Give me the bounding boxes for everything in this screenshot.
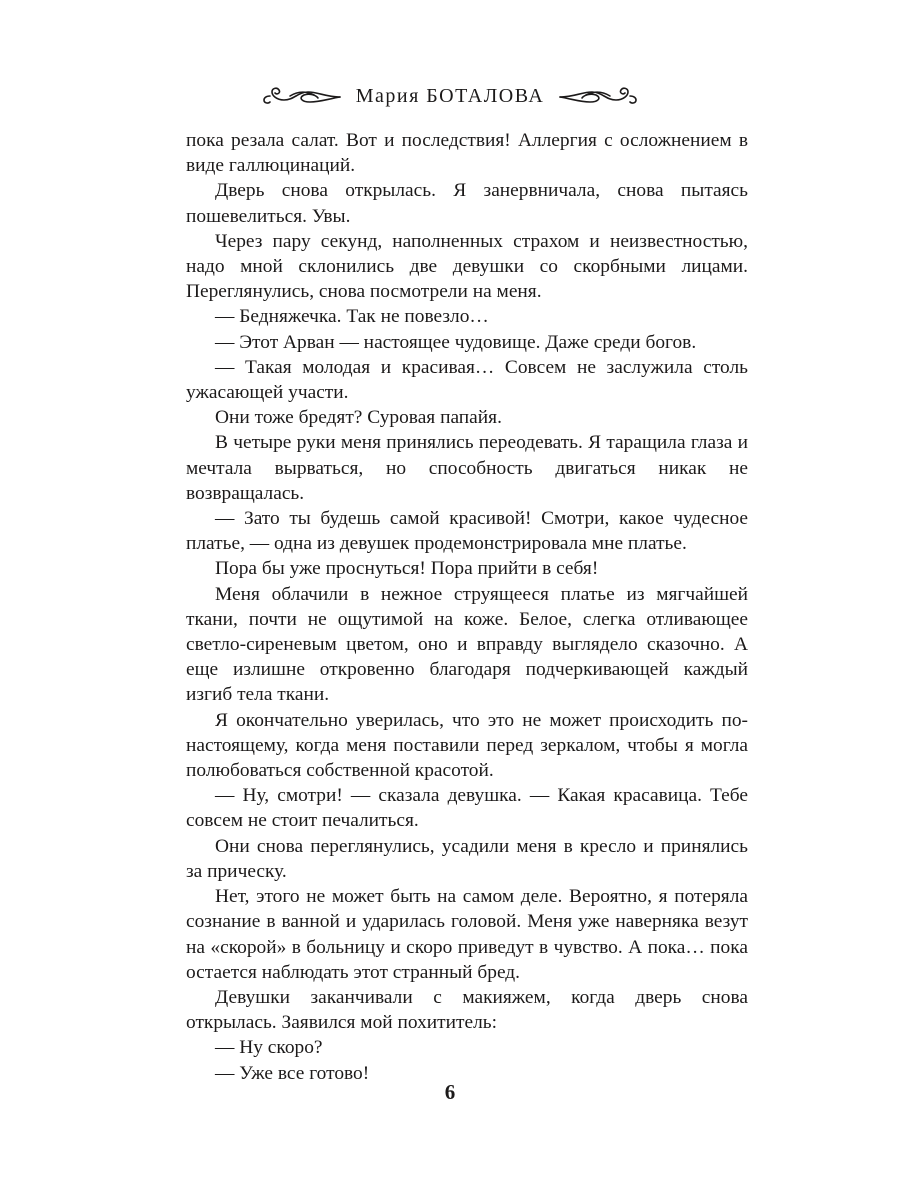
flourish-ornament-icon bbox=[556, 85, 640, 107]
paragraph: пока резала салат. Вот и последствия! Аллергия с осложнением в виде галлюцинаций. bbox=[186, 130, 748, 177]
paragraph: Они тоже бредят? Суровая папайя. bbox=[215, 407, 502, 429]
paragraph: В четыре руки меня принялись переодевать. Я таращила глаза и мечтала вырваться, но способность двигаться никак не возвращалась. bbox=[186, 432, 748, 504]
page-body-text bbox=[186, 128, 748, 1086]
running-header bbox=[0, 76, 900, 116]
paragraph: Девушки заканчивали с макияжем, когда дверь снова открылась. Заявился мой похититель: bbox=[186, 986, 748, 1034]
dialogue-line: — Зато ты будешь самой красивой! Смотри, какое чудесное платье, — одна из девушек продемонстрировала мне платье. bbox=[186, 508, 748, 555]
paragraph: Я окончательно уверилась, что это не может происходить по-настоящему, когда меня поставили перед зеркалом, чтобы я могла полюбоваться собственной красотой. bbox=[186, 709, 748, 782]
page-number: 6 bbox=[444, 1080, 456, 1104]
paragraph: Нет, этого не может быть на самом деле. Вероятно, я потеряла сознание в ванной и ударилась головой. Меня уже наверняка везут на «скорой» в больницу и скоро приведут в чувство. А пока… пока остается наблюдать этот странный бред. bbox=[186, 886, 748, 983]
dialogue-line: — Ну скоро? bbox=[215, 1037, 323, 1059]
dialogue-line: — Уже все готово! bbox=[215, 1062, 370, 1084]
author-name: Мария БОТАЛОВА bbox=[355, 84, 545, 107]
dialogue-line: — Бедняжечка. Так не повезло… bbox=[215, 306, 489, 328]
flourish-ornament-icon bbox=[260, 85, 344, 107]
paragraph: Пора бы уже проснуться! Пора прийти в себя! bbox=[215, 558, 599, 580]
dialogue-line: — Такая молодая и красивая… Совсем не заслужила столь ужасающей участи. bbox=[186, 356, 748, 404]
dialogue-line: — Ну, смотри! — сказала девушка. — Какая красавица. Тебе совсем не стоит печалиться. bbox=[186, 785, 748, 832]
paragraph: Дверь снова открылась. Я занервничала, снова пытаясь пошевелиться. Увы. bbox=[186, 180, 748, 227]
paragraph: Через пару секунд, наполненных страхом и неизвестностью, надо мной склонились две девушки со скорбными лицами. Переглянулись, снова посмотрели на меня. bbox=[186, 230, 748, 303]
paragraph: Они снова переглянулись, усадили меня в кресло и принялись за прическу. bbox=[186, 835, 748, 882]
paragraph: Меня облачили в нежное струящееся платье из мягчайшей ткани, почти не ощутимой на коже. Белое, слегка отливающее светло-сиреневым цветом, оно и вправду выглядело сказочно. А еще излишне откровенно благодаря подчеркивающей каждый изгиб тела ткани. bbox=[186, 583, 748, 706]
dialogue-line: — Этот Арван — настоящее чудовище. Даже среди богов. bbox=[215, 331, 697, 353]
